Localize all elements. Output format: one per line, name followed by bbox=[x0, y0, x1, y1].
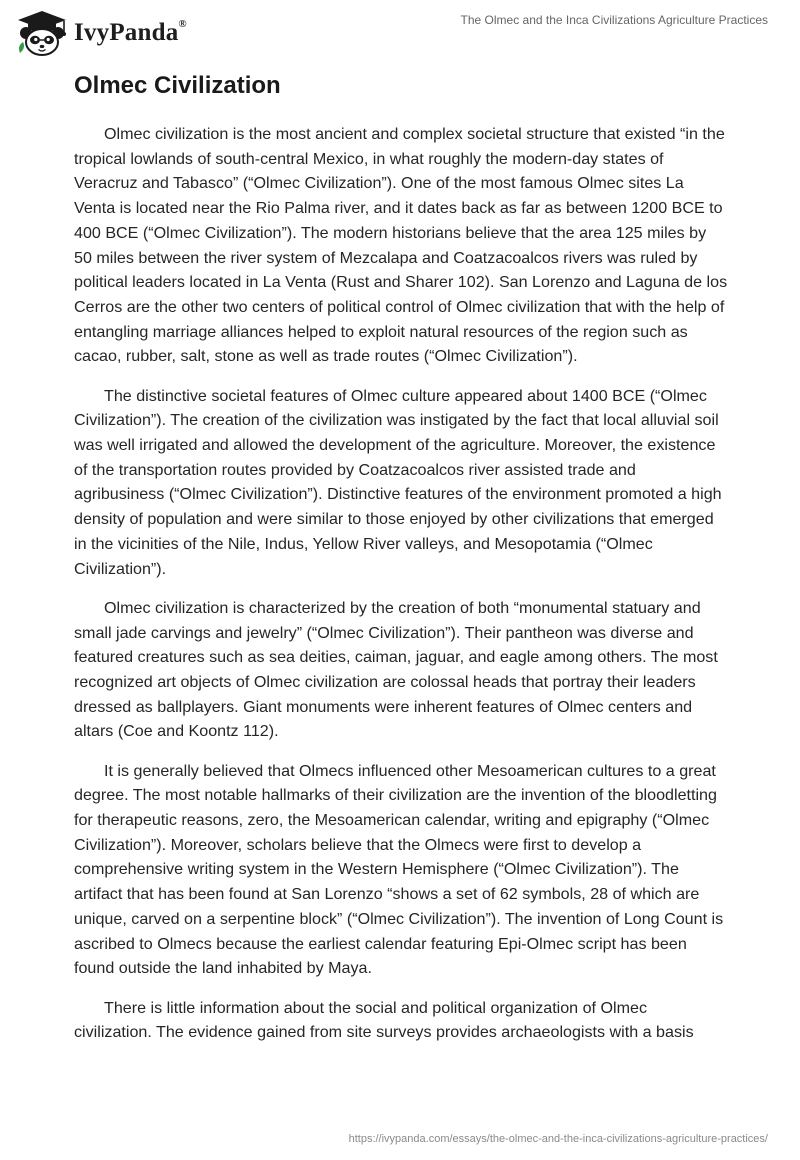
trademark-symbol: ® bbox=[178, 17, 187, 30]
paragraph: There is little information about the social and political organization of Olmec civilization. The evidence gained from site surveys provides archaeologists with a basis bbox=[74, 998, 694, 1042]
article-body bbox=[74, 122, 728, 1060]
source-url[interactable]: https://ivypanda.com/essays/the-olmec-and-the-inca-civilizations-agriculture-practices/ bbox=[348, 1133, 768, 1145]
paragraph: Olmec civilization is the most ancient and complex societal structure that existed “in the tropical lowlands of south-central Mexico, in what roughly the modern-day states of Veracruz and Tabasco” (“Olmec Civilization”). One of the most famous Olmec sites La Venta is located near the Rio Palma river, and it dates back as far as between 1200 BCE to 400 BCE (“Olmec Civilization”). The modern historians believe that the area 125 miles by 50 miles between the river system of Mezcalapa and Coatzacoalcos rivers was ruled by political leaders located in La Venta (Rust and Sharer 102). San Lorenzo and Laguna de los Cerros are the other two centers of political control of Olmec civilization that with the help of entangling marriage alliances helped to exploit natural resources of the region such as cacao, rubber, salt, stone as well as trade routes (“Olmec Civilization”). bbox=[74, 125, 728, 366]
ivypanda-logo[interactable] bbox=[14, 9, 187, 57]
panda-graduate-icon bbox=[14, 9, 70, 57]
paragraph: The distinctive societal features of Olmec culture appeared about 1400 BCE (“Olmec Civilization”). The creation of the civilization was instigated by the fact that local alluvial soil was well irrigated and allowed the development of the agriculture. Moreover, the existence of the transportation routes provided by Coatzacoalcos river assisted trade and agribusiness (“Olmec Civilization”). Distinctive features of the environment promoted a high density of population and were similar to those enjoyed by other civilizations that emerged in the vicinities of the Nile, Indus, Yellow River valleys, and Mesopotamia (“Olmec Civilization”). bbox=[74, 386, 722, 578]
paragraph: It is generally believed that Olmecs influenced other Mesoamerican cultures to a great degree. The most notable hallmarks of their civilization are the invention of the bloodletting for therapeutic reasons, zero, the Mesoamerican calendar, writing and epigraphy (“Olmec Civilization”). Moreover, scholars believe that the Olmecs were first to develop a comprehensive writing system in the Western Hemisphere (“Olmec Civilization”). The artifact that has been found at San Lorenzo “shows a set of 62 symbols, 28 of which are unique, carved on a serpentine block” (“Olmec Civilization”). The invention of Long Count is ascribed to Olmecs because the earliest calendar featuring Epi-Olmec script has been found outside the land inhabited by Maya. bbox=[74, 761, 724, 978]
section-heading: Olmec Civilization bbox=[74, 72, 281, 99]
paragraph: Olmec civilization is characterized by the creation of both “monumental statuary and small jade carvings and jewelry” (“Olmec Civilization”). Their pantheon was diverse and featured creatures such as sea deities, caiman, jaguar, and eagle among others. The most recognized art objects of Olmec civilization are colossal heads that portray their leaders dressed as ballplayers. Giant monuments were inherent features of Olmec centers and altars (Coe and Koontz 112). bbox=[74, 598, 718, 741]
page-header bbox=[0, 0, 800, 70]
brand-name: IvyPanda® bbox=[74, 17, 187, 46]
document-title: The Olmec and the Inca Civilizations Agriculture Practices bbox=[460, 13, 768, 27]
